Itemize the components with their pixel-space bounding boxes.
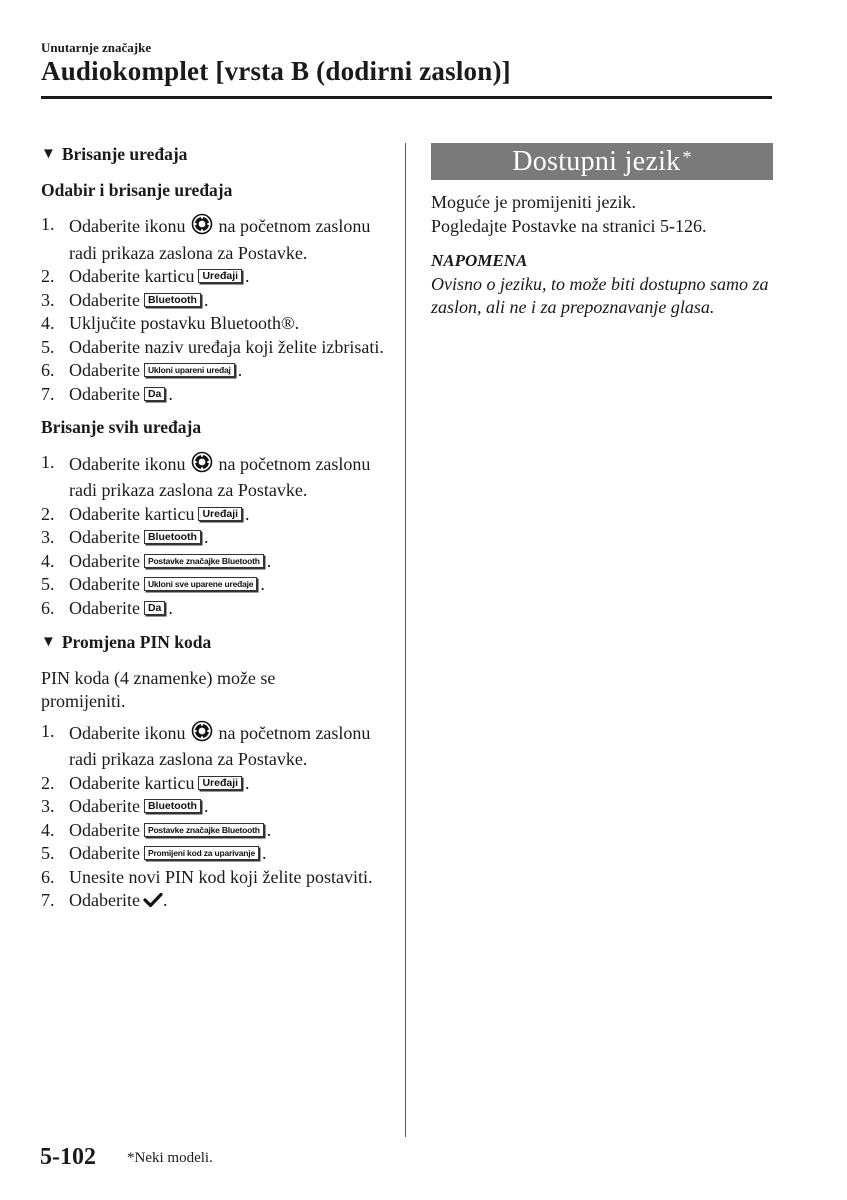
ui-button-label: Da	[144, 387, 165, 401]
list-item	[41, 819, 391, 843]
step-text-post: .	[245, 266, 250, 286]
step-text-pre: Odaberite	[69, 360, 140, 380]
body-line-2: Pogledajte Postavke na stranici 5-126.	[431, 215, 707, 236]
step-text	[69, 772, 391, 796]
step-number: 3.	[41, 527, 55, 547]
step-text	[69, 842, 391, 866]
step-text	[69, 359, 391, 383]
step-number: 6.	[41, 866, 55, 887]
step-text-post: .	[262, 843, 267, 863]
step-text-post: na početnom zaslonu radi prikaza zaslona za Postavke.	[69, 453, 371, 500]
step-text	[69, 597, 391, 621]
step-number: 7.	[41, 890, 55, 910]
step-text	[69, 550, 391, 574]
step-text-pre: Odaberite karticu	[69, 503, 195, 524]
step-number: 4.	[41, 819, 55, 840]
step-text-post: .	[260, 574, 265, 594]
checkmark-icon	[143, 891, 163, 915]
step-text-pre: Odaberite ikonu	[69, 722, 186, 743]
step-number: 2.	[41, 503, 55, 524]
step-number: 7.	[41, 383, 55, 404]
step-text-post: .	[203, 289, 209, 310]
step-text	[69, 336, 391, 360]
step-number: 5.	[41, 336, 55, 357]
note-heading: NAPOMENA	[431, 251, 528, 270]
step-text	[69, 866, 391, 890]
list-item	[41, 336, 391, 360]
step-number: 2.	[41, 266, 55, 286]
step-text-content: Uključite postavku Bluetooth®.	[69, 313, 300, 333]
ui-button-label: Postavke značajke Bluetooth	[144, 554, 264, 568]
step-number: 3.	[41, 796, 55, 816]
step-text-post: .	[266, 550, 272, 571]
step-text	[69, 265, 391, 289]
footnote: *Neki modeli.	[127, 1150, 213, 1166]
step-text	[69, 383, 391, 407]
ui-button-label: Postavke značajke Bluetooth	[144, 823, 264, 837]
left-column	[41, 143, 391, 915]
step-number: 4.	[41, 550, 55, 571]
note-text: Ovisno o jeziku, to može biti dostupno samo za zaslon, ali ne i za prepoznavanje glasa.	[431, 273, 769, 317]
triangle-down-icon: ▼	[41, 146, 56, 162]
list-item	[41, 795, 391, 819]
step-text-pre: Odaberite	[69, 527, 140, 547]
step-number: 2.	[41, 772, 55, 793]
step-text-pre: Odaberite	[69, 890, 140, 910]
step-text-post: .	[203, 796, 209, 816]
list-item	[41, 772, 391, 796]
body-line-1: Moguće je promijeniti jezik.	[431, 192, 636, 212]
header-rule	[41, 96, 772, 99]
step-number: 3.	[41, 289, 55, 310]
triangle-down-icon: ▼	[41, 634, 56, 650]
step-text-pre: Odaberite	[69, 289, 140, 310]
step-number: 1.	[41, 214, 55, 234]
step-text-post: .	[237, 360, 243, 380]
right-column	[431, 143, 773, 320]
step-number: 6.	[41, 360, 55, 380]
step-number: 5.	[41, 574, 55, 594]
subheading-brisanje-svih: Brisanje svih uređaja	[41, 417, 202, 437]
step-text-post: .	[162, 890, 168, 910]
column-divider	[405, 143, 406, 1137]
ui-button-label: Bluetooth	[144, 799, 201, 813]
step-text-pre: Odaberite ikonu	[69, 216, 186, 236]
heading-promjena-pin: ▼ Promjena PIN koda	[41, 631, 391, 655]
page-title: Audiokomplet [vrsta B (dodirni zaslon)]	[41, 56, 511, 86]
step-text-pre: Odaberite	[69, 597, 140, 618]
step-text-pre: Odaberite	[69, 383, 140, 404]
ui-button-label: Uređaji	[198, 776, 242, 790]
step-number: 4.	[41, 313, 55, 333]
list-item	[41, 503, 391, 527]
step-number: 1.	[41, 451, 55, 472]
step-text-pre: Odaberite	[69, 819, 140, 840]
step-text-post: .	[245, 772, 250, 793]
step-text	[69, 889, 391, 915]
step-text	[69, 795, 391, 819]
list-item	[41, 889, 391, 915]
step-text-pre: Odaberite	[69, 843, 140, 863]
pin-intro: PIN koda (4 znamenke) može se promijeniti.	[41, 667, 276, 711]
heading-brisanje-uredaja: ▼ Brisanje uređaja	[41, 143, 391, 167]
page-number: 5-102	[40, 1144, 96, 1170]
ui-button-label: Bluetooth	[144, 293, 201, 307]
step-text-post: .	[266, 819, 272, 840]
step-text-content: Unesite novi PIN kod koji želite postaviti.	[69, 866, 373, 887]
list-item	[41, 451, 391, 503]
section-label: Unutarnje značajke	[41, 40, 152, 55]
list-item	[41, 526, 391, 550]
list-item	[41, 265, 391, 289]
gear-icon	[191, 720, 213, 749]
step-text	[69, 526, 391, 550]
list-item	[41, 866, 391, 890]
step-text	[69, 451, 391, 503]
gear-icon	[191, 213, 213, 242]
step-text-pre: Odaberite	[69, 796, 140, 816]
list-item	[41, 573, 391, 597]
step-text-post: .	[245, 503, 250, 524]
gear-icon	[191, 451, 213, 480]
step-text-content: Odaberite naziv uređaja koji želite izbrisati.	[69, 336, 384, 357]
step-text-post: na početnom zaslonu radi prikaza zaslona za Postavke.	[69, 722, 371, 769]
list-item	[41, 213, 391, 265]
step-text	[69, 720, 391, 772]
step-text	[69, 503, 391, 527]
step-text-post: .	[203, 527, 209, 547]
steps-promjena-pin	[41, 720, 391, 915]
list-item	[41, 597, 391, 621]
ui-button-label: Ukloni upareni uređaj	[144, 363, 235, 377]
step-text	[69, 289, 391, 313]
steps-brisanje-svih	[41, 451, 391, 621]
step-text	[69, 213, 391, 265]
step-number: 1.	[41, 720, 55, 741]
list-item	[41, 720, 391, 772]
ui-button-label: Promijeni kod za uparivanje	[144, 846, 259, 860]
ui-button-label: Da	[144, 601, 165, 615]
list-item	[41, 359, 391, 383]
list-item	[41, 842, 391, 866]
section-title-dostupni-jezik: Dostupni jezik *	[431, 143, 773, 180]
step-text	[69, 573, 391, 597]
step-text	[69, 819, 391, 843]
list-item	[41, 312, 391, 336]
ui-button-label: Uređaji	[198, 269, 242, 283]
step-text	[69, 312, 391, 336]
step-text-pre: Odaberite karticu	[69, 772, 195, 793]
list-item	[41, 383, 391, 407]
ui-button-label: Bluetooth	[144, 530, 201, 544]
step-text-post: na početnom zaslonu radi prikaza zaslona za Postavke.	[69, 216, 371, 263]
list-item	[41, 550, 391, 574]
step-text-pre: Odaberite ikonu	[69, 453, 186, 474]
steps-odabir-brisanje	[41, 213, 391, 406]
step-text-post: .	[168, 383, 173, 404]
ui-button-label: Uređaji	[198, 507, 242, 521]
step-text-post: .	[168, 597, 173, 618]
step-text-pre: Odaberite karticu	[69, 266, 195, 286]
subheading-odabir-brisanje: Odabir i brisanje uređaja	[41, 179, 233, 200]
step-text-pre: Odaberite	[69, 574, 140, 594]
ui-button-label: Ukloni sve uparene uređaje	[144, 577, 257, 591]
step-number: 5.	[41, 843, 55, 863]
step-text-pre: Odaberite	[69, 550, 140, 571]
list-item	[41, 289, 391, 313]
step-number: 6.	[41, 597, 55, 618]
